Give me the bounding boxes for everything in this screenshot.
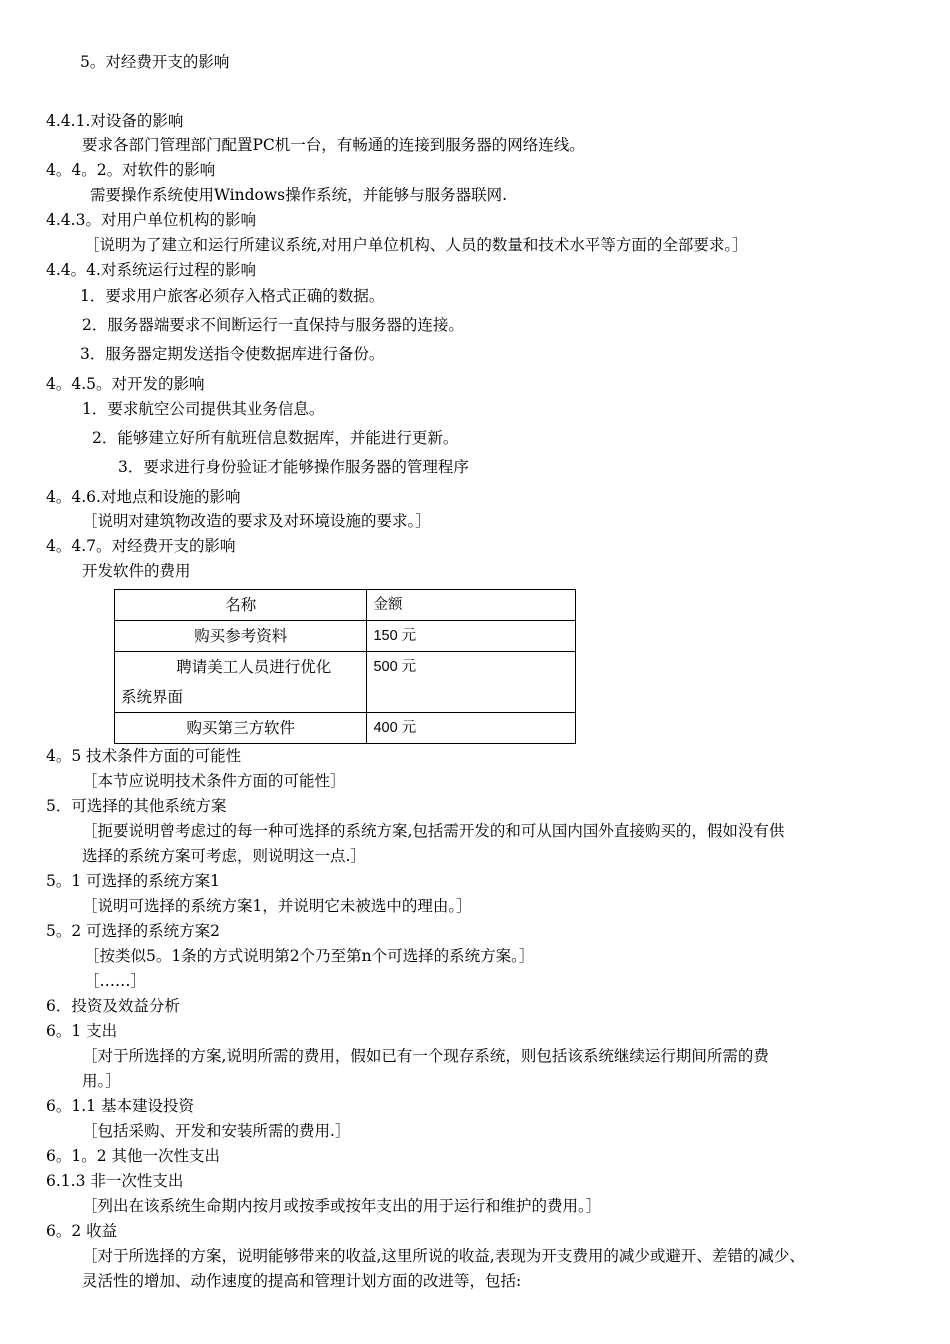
paragraph-alternatives-1: ［扼要说明曾考虑过的每一种可选择的系统方案,包括需开发的和可从国内国外直接购买的，假如没有供 xyxy=(82,822,785,840)
heading-6-2: 6。2 收益 xyxy=(46,1222,118,1240)
paragraph-ellipsis: ［……］ xyxy=(84,972,147,990)
heading-6-1-3: 6.1.3 非一次性支出 xyxy=(46,1172,184,1190)
heading-4-4-4: 4.4。4.对系统运行过程的影响 xyxy=(46,261,256,279)
row-name-line2: 系统界面 xyxy=(121,688,184,706)
paragraph-6-1-b: 用。］ xyxy=(82,1072,121,1090)
row-name xyxy=(115,652,367,713)
paragraph-6-2-b: 灵活性的增加、动作速度的提高和管理计划方面的改进等，包括: xyxy=(82,1272,522,1290)
heading-4-4-7: 4。4.7。对经费开支的影响 xyxy=(46,537,236,555)
row-name-line1: 聘请美工人员进行优化 xyxy=(176,658,332,676)
header-name: 名称 xyxy=(115,590,367,621)
table-row xyxy=(115,621,576,652)
heading-4-4-3: 4.4.3。对用户单位机构的影响 xyxy=(46,211,256,229)
heading-4-4-2: 4。4。2。对软件的影响 xyxy=(46,161,216,179)
row-name: 购买第三方软件 xyxy=(115,713,367,744)
row-amount: 150 元 xyxy=(367,621,576,652)
table-row xyxy=(115,652,576,713)
heading-4-4-6: 4。4.6.对地点和设施的影响 xyxy=(46,488,241,506)
row-amount: 500 元 xyxy=(367,652,576,713)
paragraph-user-org: ［说明为了建立和运行所建议系统,对用户单位机构、人员的数量和技术水平等方面的全部要求。］ xyxy=(84,236,748,254)
table-row xyxy=(115,713,576,744)
row-amount: 400 元 xyxy=(367,713,576,744)
paragraph-6-2-a: ［对于所选择的方案，说明能够带来的收益,这里所说的收益,表现为开支费用的减少或避开、差错的减少、 xyxy=(82,1247,805,1265)
heading-4-4-5: 4。4.5。对开发的影响 xyxy=(46,375,205,393)
heading-6-1: 6。1 支出 xyxy=(46,1022,118,1040)
table-header-row xyxy=(115,590,576,621)
row-name: 购买参考资料 xyxy=(115,621,367,652)
list-item-dev-1: 1．要求航空公司提供其业务信息。 xyxy=(82,400,325,418)
paragraph-6-1-a: ［对于所选择的方案,说明所需的费用，假如已有一个现存系统，则包括该系统继续运行期间所需的费 xyxy=(82,1047,769,1065)
list-item-dev-2: 2．能够建立好所有航班信息数据库，并能进行更新。 xyxy=(92,429,459,447)
heading-5-1: 5。1 可选择的系统方案1 xyxy=(46,872,221,890)
heading-6-1-2: 6。1。2 其他一次性支出 xyxy=(46,1147,221,1165)
list-item-2: 2．服务器端要求不间断运行一直保持与服务器的连接。 xyxy=(82,316,464,334)
header-amount: 金额 xyxy=(367,590,576,621)
paragraph-tech: ［本节应说明技术条件方面的可能性］ xyxy=(82,772,346,790)
table-caption: 开发软件的费用 xyxy=(82,562,191,580)
paragraph-alternatives-2: 选择的系统方案可考虑，则说明这一点.］ xyxy=(82,847,366,865)
list-item-3: 3．服务器定期发送指令使数据库进行备份。 xyxy=(80,345,385,363)
heading-expense-impact: 5。对经费开支的影响 xyxy=(80,53,230,71)
heading-4-5: 4。5 技术条件方面的可能性 xyxy=(46,747,242,765)
paragraph-site: ［说明对建筑物改造的要求及对环境设施的要求。］ xyxy=(82,512,431,530)
heading-6: 6．投资及效益分析 xyxy=(46,997,180,1015)
paragraph-equipment: 要求各部门管理部门配置PC机一台，有畅通的连接到服务器的网络连线。 xyxy=(82,136,585,154)
heading-5: 5．可选择的其他系统方案 xyxy=(46,797,227,815)
list-item-1: 1．要求用户旅客必须存入格式正确的数据。 xyxy=(80,287,385,305)
heading-5-2: 5。2 可选择的系统方案2 xyxy=(46,922,221,940)
paragraph-software: 需要操作系统使用Windows操作系统，并能够与服务器联网. xyxy=(90,186,508,204)
heading-6-1-1: 6。1.1 基本建设投资 xyxy=(46,1097,194,1115)
heading-4-4-1: 4.4.1.对设备的影响 xyxy=(46,112,184,130)
paragraph-5-1: ［说明可选择的系统方案1，并说明它未被选中的理由。］ xyxy=(82,897,472,915)
fee-table xyxy=(114,589,576,744)
list-item-dev-3: 3．要求进行身份验证才能够操作服务器的管理程序 xyxy=(118,458,469,476)
paragraph-6-1-1: ［包括采购、开发和安装所需的费用.］ xyxy=(82,1122,351,1140)
paragraph-6-1-3: ［列出在该系统生命期内按月或按季或按年支出的用于运行和维护的费用。］ xyxy=(82,1197,602,1215)
paragraph-5-2: ［按类似5。1条的方式说明第2个乃至第n个可选择的系统方案。］ xyxy=(84,947,535,965)
